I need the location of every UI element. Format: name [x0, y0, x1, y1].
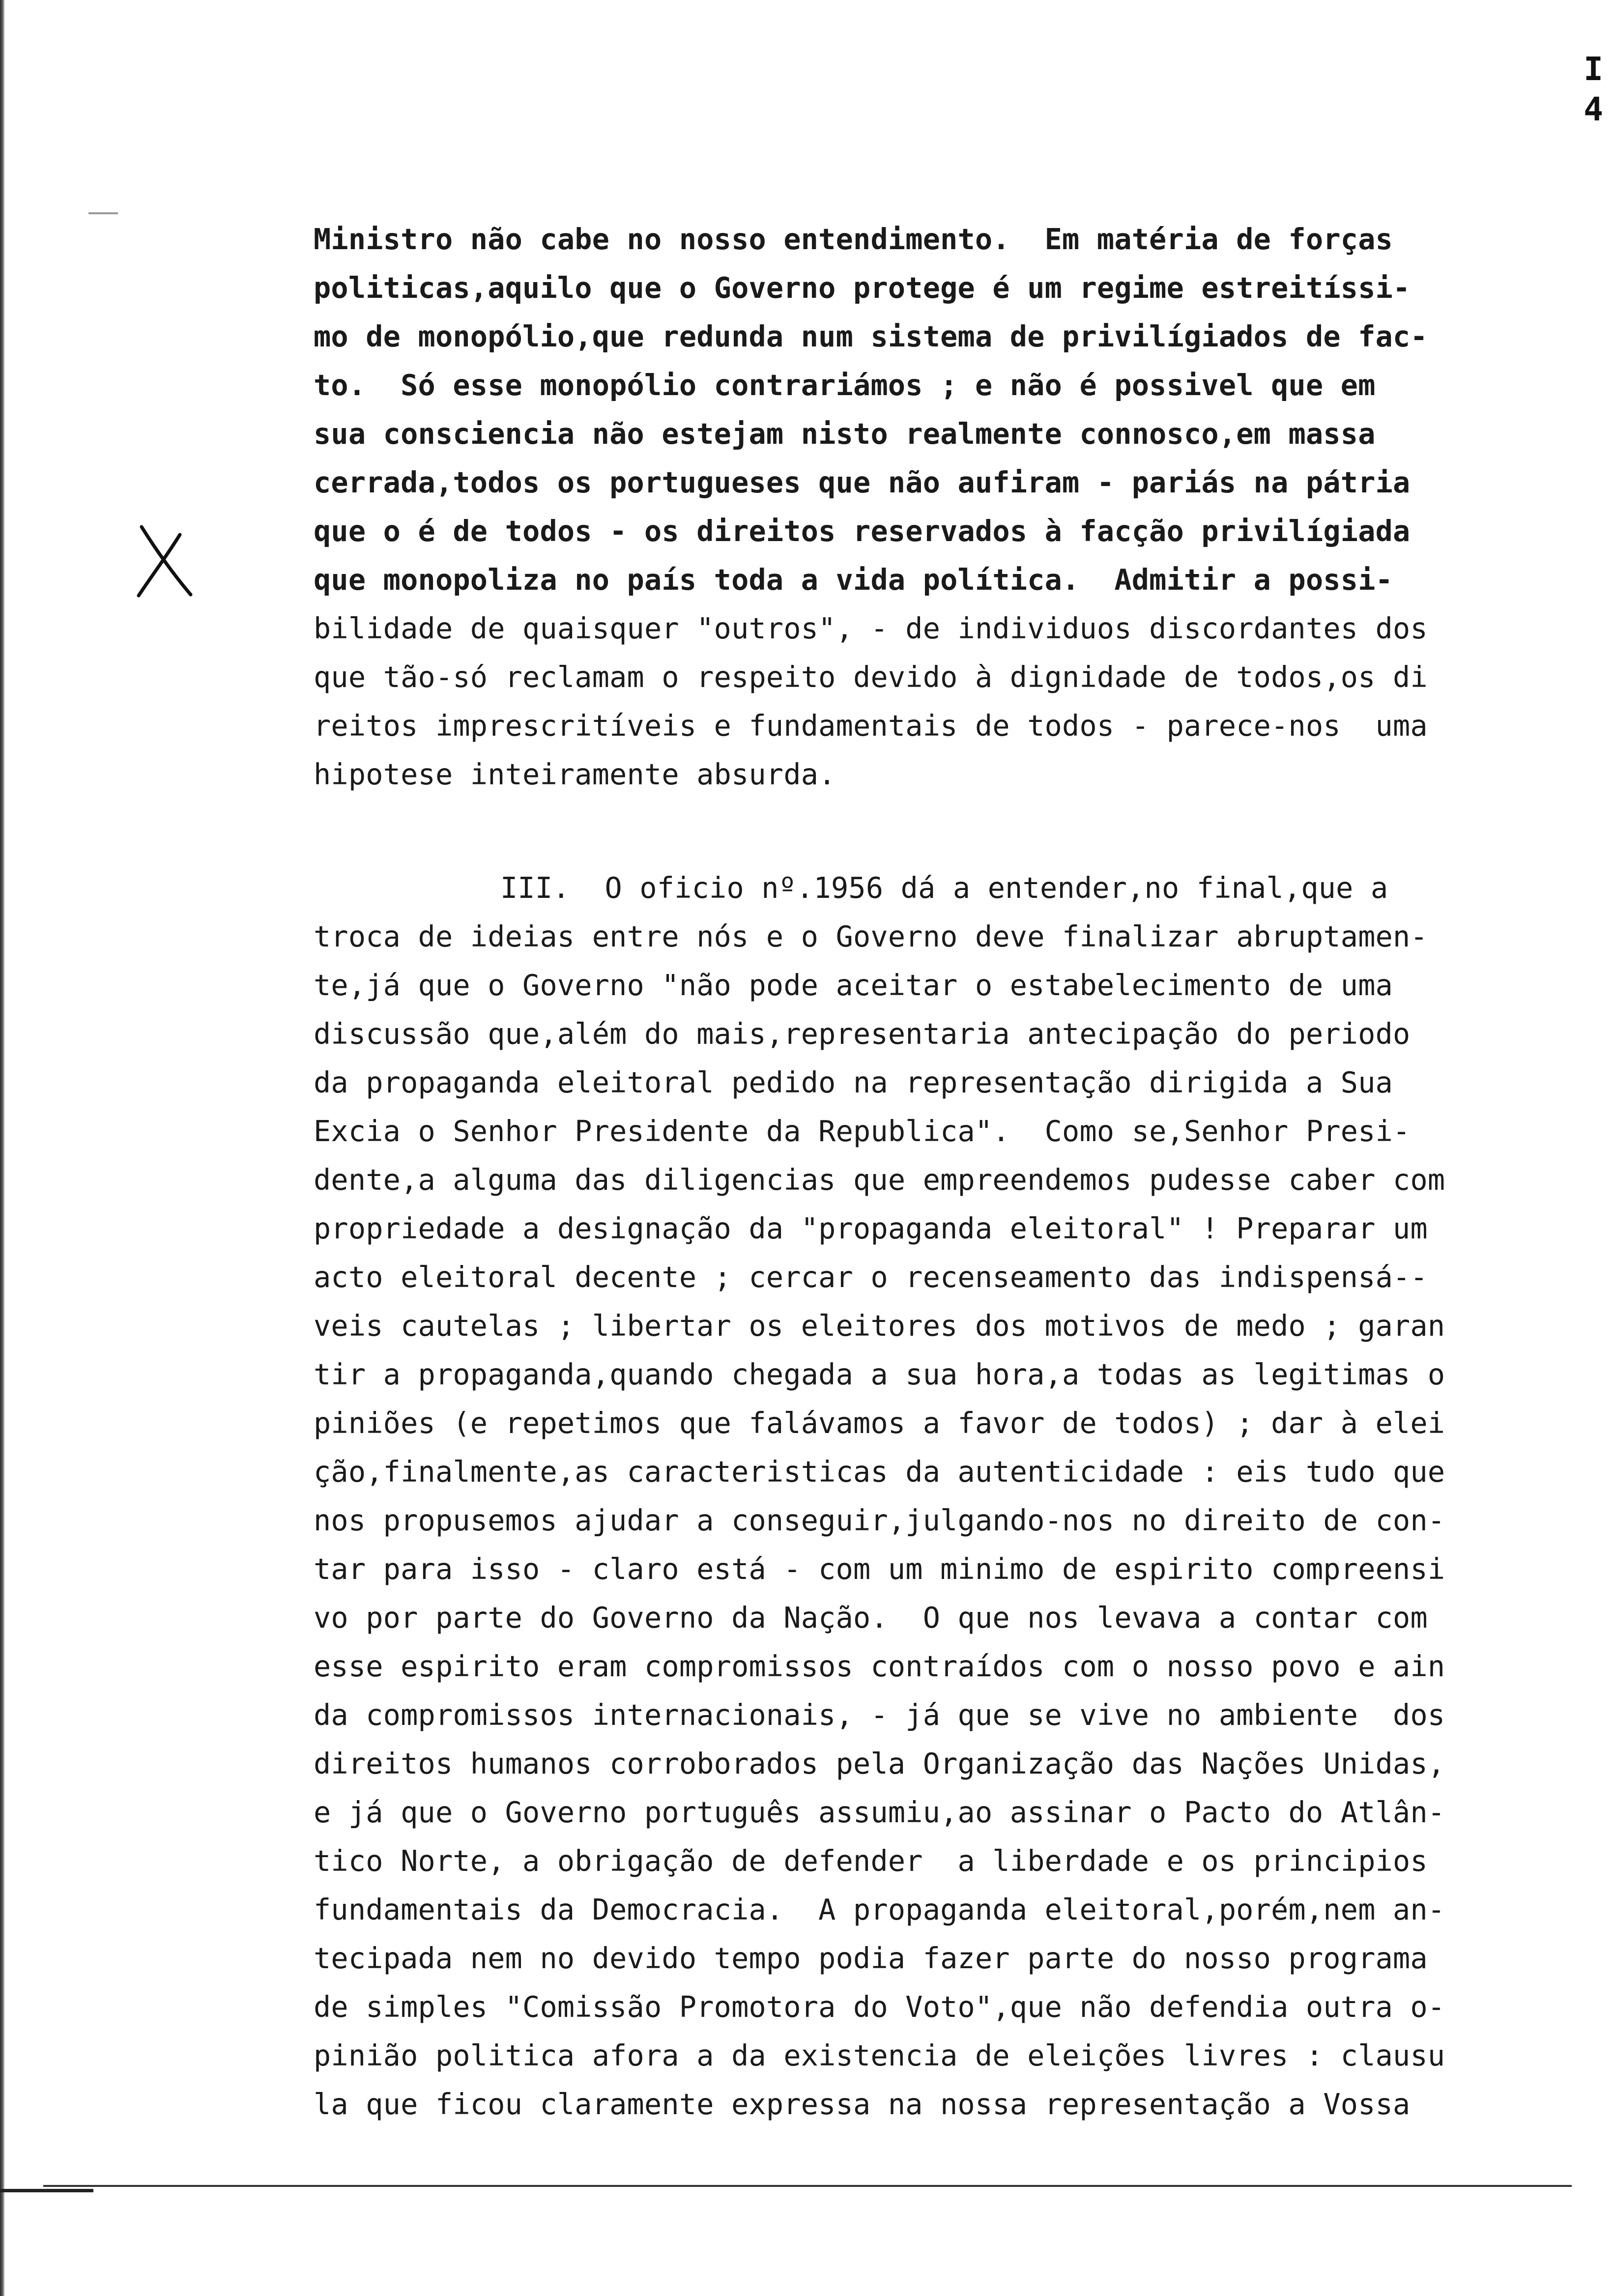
text-line: dente,a alguma das diligencias que empreendemos pudesse caber com [314, 1163, 1445, 1197]
text-line: que tão-só reclamam o respeito devido à dignidade de todos,os di [314, 660, 1428, 694]
paragraph-ministro [314, 215, 1572, 799]
text-line: que o é de todos - os direitos reservados à facção privilígiada [314, 515, 1410, 548]
text-line: politicas,aquilo que o Governo protege é um regime estreitíssi- [314, 271, 1410, 305]
text-line: acto eleitoral decente ; cercar o recenseamento das indispensá-- [314, 1261, 1428, 1294]
text-line: mo de monopólio,que redunda num sistema de privilígiados de fac- [314, 320, 1428, 353]
text-line: da propaganda eleitoral pedido na representação dirigida a Sua [314, 1066, 1393, 1099]
text-line: sua consciencia não estejam nisto realmente connosco,em massa [314, 417, 1376, 451]
footer-rule-left-segment [0, 2189, 93, 2192]
margin-dash-mark [88, 212, 118, 214]
text-line: la que ficou claramente expressa na nossa representação a Vossa [314, 2088, 1410, 2121]
text-line: fundamentais da Democracia. A propaganda eleitoral,porém,nem an- [314, 1893, 1445, 1926]
text-line: vo por parte do Governo da Nação. O que nos levava a contar com [314, 1601, 1428, 1635]
text-line: tar para isso - claro está - com um minimo de espirito compreensi [314, 1552, 1445, 1586]
page-marker-roman: I [1583, 50, 1603, 88]
page-marker [1583, 49, 1603, 130]
text-line: piniões (e repetimos que falávamos a favor de todos) ; dar à elei [314, 1406, 1445, 1440]
text-line: discussão que,além do mais,representaria antecipação do periodo [314, 1017, 1410, 1051]
text-line: pinião politica afora a da existencia de eleições livres : clausu [314, 2039, 1445, 2072]
text-line: tecipada nem no devido tempo podia fazer parte do nosso programa [314, 1942, 1428, 1975]
text-line: que monopoliza no país toda a vida política. Admitir a possi- [314, 563, 1393, 597]
text-line: Excia o Senhor Presidente da Republica". Como se,Senhor Presi- [314, 1115, 1410, 1148]
text-line: bilidade de quaisquer "outros", - de individuos discordantes dos [314, 612, 1428, 645]
text-line: te,já que o Governo "não pode aceitar o estabelecimento de uma [314, 969, 1393, 1002]
section-heading-line: III. O oficio nº.1956 dá a entender,no final,que a [500, 871, 1388, 905]
paragraph-iii [314, 864, 1572, 2129]
text-line: da compromissos internacionais, - já que se vive no ambiente dos [314, 1698, 1445, 1732]
text-line: propriedade a designação da "propaganda eleitoral" ! Preparar um [314, 1212, 1428, 1245]
text-line: esse espirito eram compromissos contraídos com o nosso povo e ain [314, 1650, 1445, 1683]
paragraph-spacer [314, 799, 1572, 864]
footer-rule [43, 2185, 1572, 2187]
text-line: Ministro não cabe no nosso entendimento. Em matéria de forças [314, 223, 1393, 256]
page-left-edge-shadow [0, 0, 5, 2296]
margin-x-mark [133, 521, 197, 600]
letter-body [314, 215, 1572, 2129]
text-line: tir a propaganda,quando chegada a sua hora,a todas as legitimas o [314, 1358, 1445, 1391]
page-marker-number: 4 [1583, 90, 1603, 128]
text-line: de simples "Comissão Promotora do Voto",que não defendia outra o- [314, 1990, 1445, 2024]
text-line: direitos humanos corroborados pela Organização das Nações Unidas, [314, 1747, 1445, 1780]
text-line: ção,finalmente,as caracteristicas da autenticidade : eis tudo que [314, 1455, 1445, 1489]
text-line: hipotese inteiramente absurda. [314, 758, 836, 791]
text-line: reitos imprescritíveis e fundamentais de todos - parece-nos uma [314, 709, 1428, 743]
text-line: troca de ideias entre nós e o Governo deve finalizar abruptamen- [314, 920, 1428, 953]
text-line: to. Só esse monopólio contrariámos ; e não é possivel que em [314, 369, 1376, 402]
text-line: nos propusemos ajudar a conseguir,julgando-nos no direito de con- [314, 1504, 1445, 1537]
text-line: tico Norte, a obrigação de defender a liberdade e os principios [314, 1844, 1428, 1878]
text-line: e já que o Governo português assumiu,ao assinar o Pacto do Atlân- [314, 1796, 1445, 1829]
text-line: veis cautelas ; libertar os eleitores dos motivos de medo ; garan [314, 1309, 1445, 1343]
text-line: cerrada,todos os portugueses que não aufiram - pariás na pátria [314, 466, 1410, 499]
